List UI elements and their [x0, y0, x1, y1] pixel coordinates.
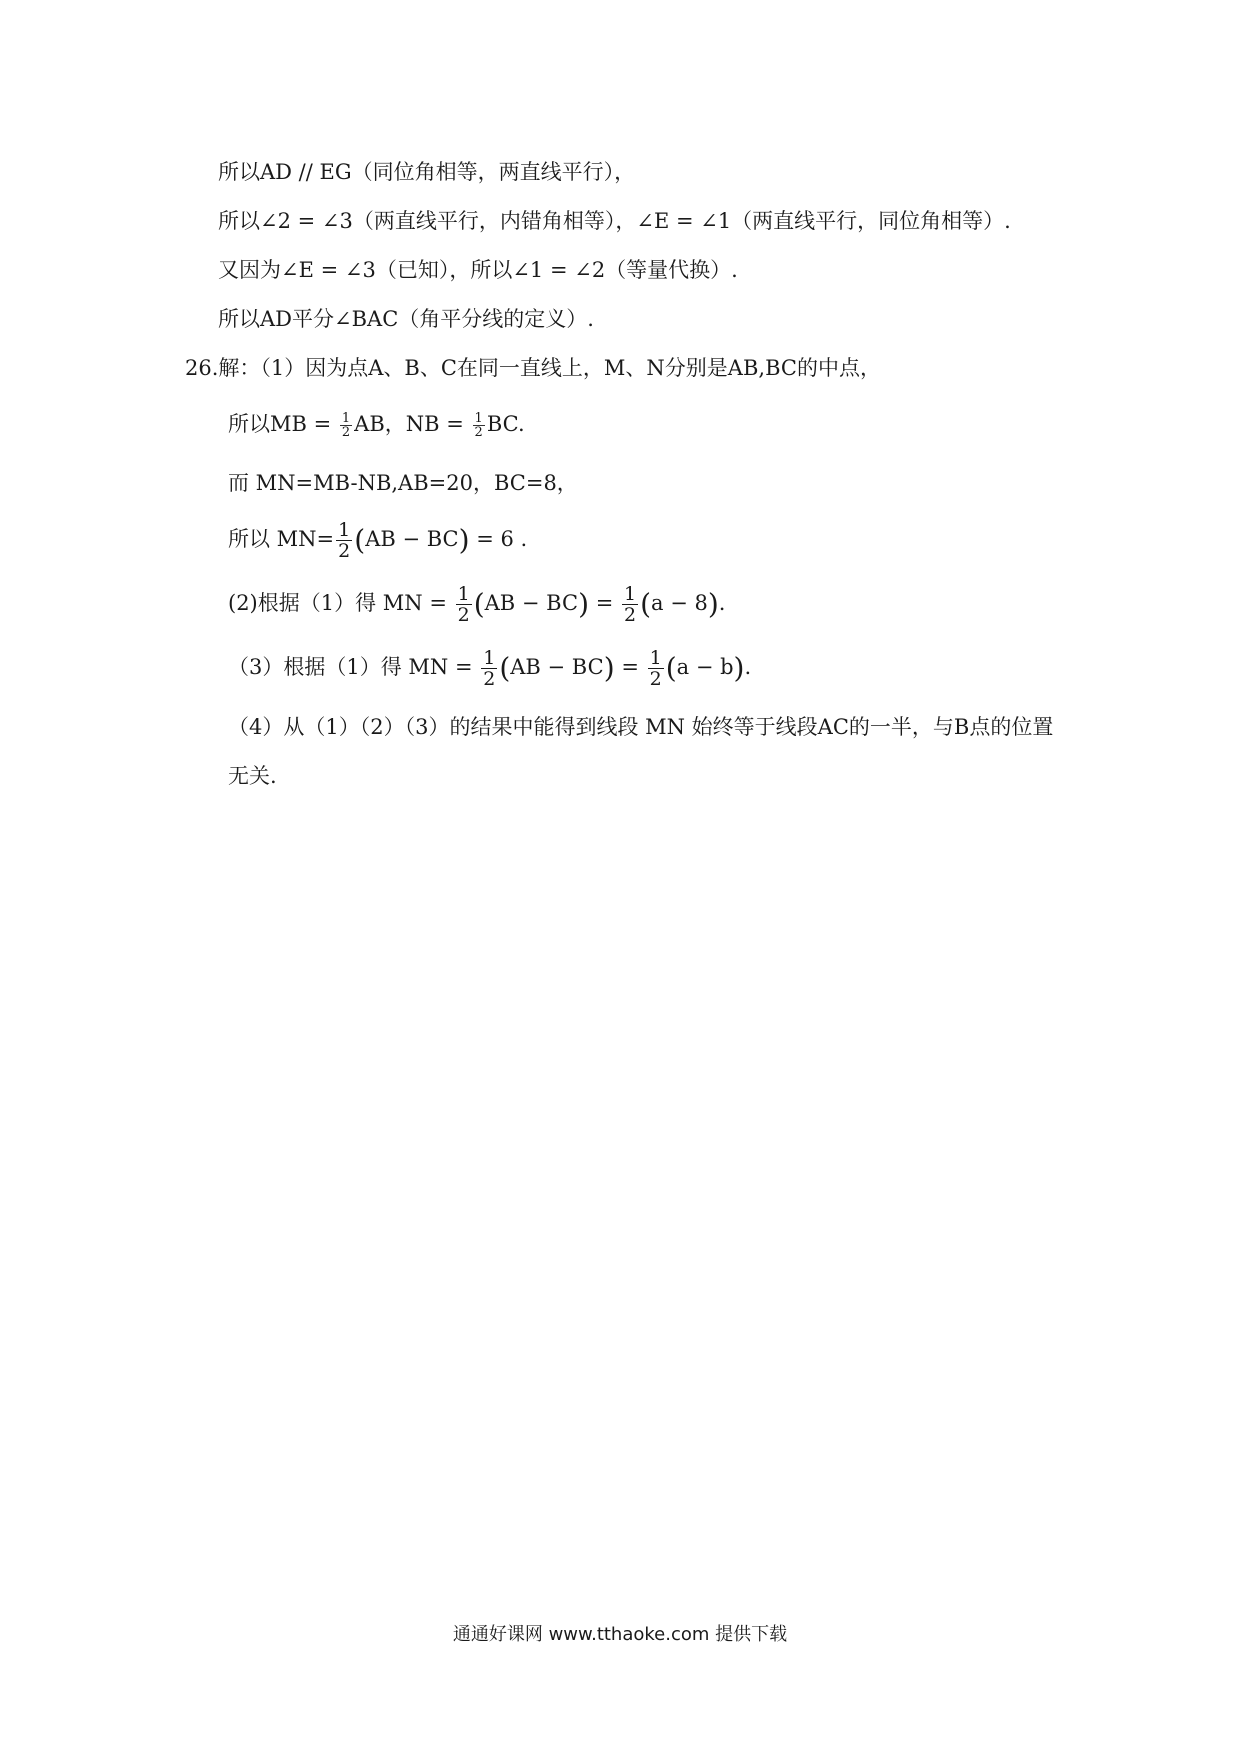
- line-ad-parallel-eg: 所以AD // EG（同位角相等，两直线平行），: [218, 160, 636, 184]
- text: =: [589, 591, 620, 615]
- text: a − b: [676, 655, 734, 679]
- text: (2)根据（1）得 MN =: [228, 591, 454, 615]
- text: 所以MB =: [228, 412, 338, 436]
- line-angle-e-eq-3: 又因为∠E = ∠3（已知），所以∠1 = ∠2（等量代换）.: [218, 258, 738, 282]
- text: AB − BC: [484, 591, 579, 615]
- line-part-3: （3）根据（1）得 MN = $\frac{1}{2}$ (AB − BC) = $\frac{1}{2}$ (a − b).: [228, 647, 752, 690]
- line-mn-given: 而 MN=MB-NB,AB=20，BC=8，: [228, 471, 578, 495]
- fraction-half: $\frac{1}{2}$: [483, 647, 496, 690]
- text: a − 8: [651, 591, 708, 615]
- line-ad-bisects-bac: 所以AD平分∠BAC（角平分线的定义）.: [218, 307, 594, 331]
- text: =: [614, 655, 646, 679]
- text: .: [744, 655, 752, 679]
- fraction-half: $\frac{1}{2}$: [623, 583, 637, 626]
- text: （3）根据（1）得 MN =: [228, 655, 480, 679]
- fraction-half: $\frac{1}{2}$: [474, 411, 483, 440]
- text: AB，NB =: [354, 412, 471, 436]
- fraction-half: $\frac{1}{2}$: [338, 519, 351, 562]
- fraction-half: $\frac{1}{2}$: [341, 411, 351, 440]
- text: = 6 .: [469, 527, 528, 551]
- line-part-4-end: 无关.: [228, 764, 277, 788]
- fraction-half: $\frac{1}{2}$: [457, 583, 470, 626]
- fraction-half: $\frac{1}{2}$: [649, 647, 662, 690]
- text: .: [718, 591, 726, 615]
- line-angle-2-eq-3: 所以∠2 = ∠3（两直线平行，内错角相等），∠E = ∠1（两直线平行，同位角相等）.: [218, 209, 1011, 233]
- line-part-2: (2)根据（1）得 MN = $\frac{1}{2}$ (AB − BC) = $\frac{1}{2}$ (a − 8).: [228, 583, 726, 626]
- text: 所以 MN=: [228, 527, 335, 551]
- text: BC.: [486, 412, 525, 436]
- line-mb-nb-half: [228, 409, 525, 439]
- text: AB − BC: [510, 655, 604, 679]
- problem-26-intro: 26.解：（1）因为点A、B、C在同一直线上，M、N分别是AB,BC的中点，: [185, 356, 881, 380]
- text: AB − BC: [365, 527, 459, 551]
- line-part-4: （4）从（1）（2）（3）的结果中能得到线段 MN 始终等于线段AC的一半，与B点的位置: [228, 715, 1054, 739]
- line-mn-equals-6: 所以 MN= $\frac{1}{2}$ (AB − BC) = 6 .: [228, 519, 528, 562]
- footer-source: 通通好课网 www.tthaoke.com 提供下载: [452, 1624, 788, 1645]
